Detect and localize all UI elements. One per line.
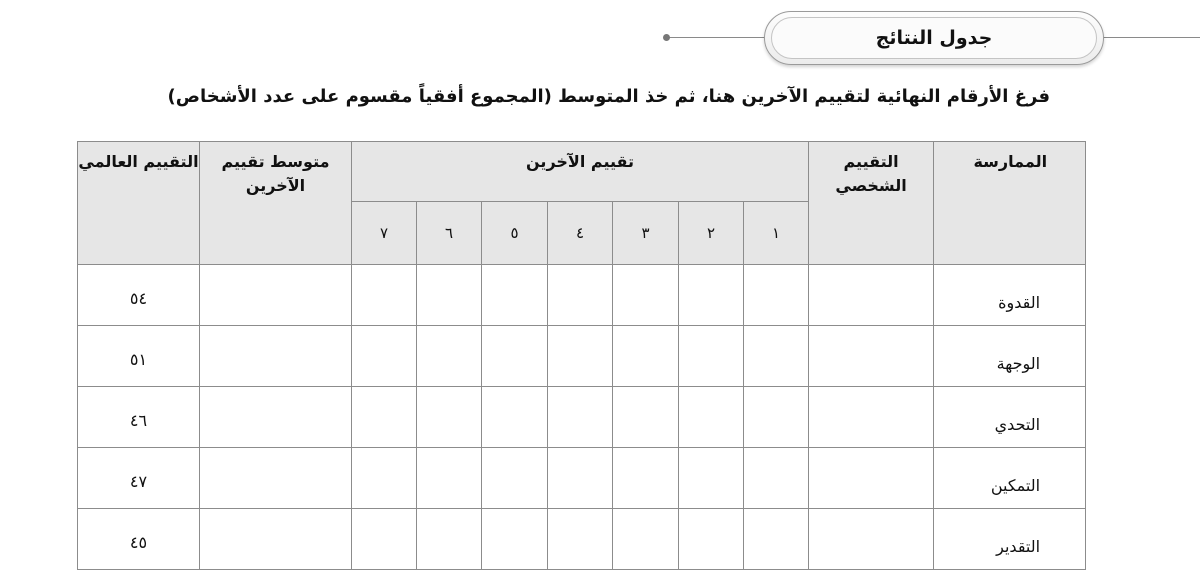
rater-cell[interactable] [482, 326, 548, 387]
global-rating-value: ٤٦ [78, 387, 200, 448]
rater-number: ٢ [679, 202, 744, 265]
instructions-text: فرغ الأرقام النهائية لتقييم الآخرين هنا، ثم خذ المتوسط (المجموع أفقياً مقسوم على عدد الأشخاص) [167, 86, 1050, 107]
rater-cell[interactable] [482, 265, 548, 326]
rater-number: ٤ [548, 202, 613, 265]
practice-label: التحدي [934, 387, 1086, 448]
title-divider-left [667, 37, 767, 38]
rater-cell[interactable] [613, 265, 679, 326]
self-rating-cell[interactable] [809, 448, 934, 509]
rater-cell[interactable] [744, 387, 809, 448]
self-rating-cell[interactable] [809, 509, 934, 570]
header-others-average: متوسط تقييم الآخرين [200, 142, 352, 265]
others-average-cell[interactable] [200, 387, 352, 448]
rater-cell[interactable] [679, 509, 744, 570]
rater-cell[interactable] [482, 387, 548, 448]
table-row [78, 509, 1086, 570]
rater-cell[interactable] [417, 448, 482, 509]
results-table [77, 141, 1086, 570]
self-rating-cell[interactable] [809, 265, 934, 326]
rater-cell[interactable] [548, 326, 613, 387]
rater-cell[interactable] [352, 326, 417, 387]
others-average-cell[interactable] [200, 509, 352, 570]
practice-label: التمكين [934, 448, 1086, 509]
rater-cell[interactable] [744, 509, 809, 570]
rater-number: ٦ [417, 202, 482, 265]
practice-label: التقدير [934, 509, 1086, 570]
rater-cell[interactable] [417, 387, 482, 448]
table-row [78, 387, 1086, 448]
rater-cell[interactable] [548, 448, 613, 509]
rater-cell[interactable] [613, 326, 679, 387]
rater-cell[interactable] [482, 448, 548, 509]
global-rating-value: ٤٧ [78, 448, 200, 509]
rater-number: ٣ [613, 202, 679, 265]
rater-cell[interactable] [613, 509, 679, 570]
title-badge [764, 11, 1104, 65]
rater-cell[interactable] [679, 265, 744, 326]
title-badge-inner [771, 17, 1097, 59]
title-divider-right [1100, 37, 1200, 38]
rater-cell[interactable] [679, 448, 744, 509]
rater-cell[interactable] [352, 387, 417, 448]
rater-cell[interactable] [744, 448, 809, 509]
practice-label: الوجهة [934, 326, 1086, 387]
rater-cell[interactable] [352, 265, 417, 326]
rater-cell[interactable] [417, 509, 482, 570]
header-practice: الممارسة [934, 142, 1086, 265]
header-self-rating: التقييم الشخصي [809, 142, 934, 265]
rater-number: ١ [744, 202, 809, 265]
self-rating-cell[interactable] [809, 387, 934, 448]
global-rating-value: ٥٤ [78, 265, 200, 326]
header-row [78, 142, 1086, 202]
rater-number: ٥ [482, 202, 548, 265]
rater-cell[interactable] [679, 387, 744, 448]
others-average-cell[interactable] [200, 448, 352, 509]
rater-cell[interactable] [548, 265, 613, 326]
rater-cell[interactable] [613, 448, 679, 509]
table-row [78, 265, 1086, 326]
others-average-cell[interactable] [200, 326, 352, 387]
table-row [78, 448, 1086, 509]
rater-cell[interactable] [744, 265, 809, 326]
rater-cell[interactable] [548, 509, 613, 570]
others-average-cell[interactable] [200, 265, 352, 326]
rater-cell[interactable] [482, 509, 548, 570]
global-rating-value: ٥١ [78, 326, 200, 387]
rater-cell[interactable] [352, 448, 417, 509]
rater-cell[interactable] [352, 509, 417, 570]
rater-cell[interactable] [613, 387, 679, 448]
page-title: جدول النتائج [875, 27, 993, 49]
practice-label: القدوة [934, 265, 1086, 326]
global-rating-value: ٤٥ [78, 509, 200, 570]
rater-cell[interactable] [417, 326, 482, 387]
rater-cell[interactable] [417, 265, 482, 326]
rater-cell[interactable] [548, 387, 613, 448]
rater-number: ٧ [352, 202, 417, 265]
rater-cell[interactable] [679, 326, 744, 387]
title-divider-dot [663, 34, 670, 41]
header-others-rating: تقييم الآخرين [352, 142, 809, 202]
table-row [78, 326, 1086, 387]
rater-cell[interactable] [744, 326, 809, 387]
self-rating-cell[interactable] [809, 326, 934, 387]
header-global-rating: التقييم العالمي [78, 142, 200, 265]
